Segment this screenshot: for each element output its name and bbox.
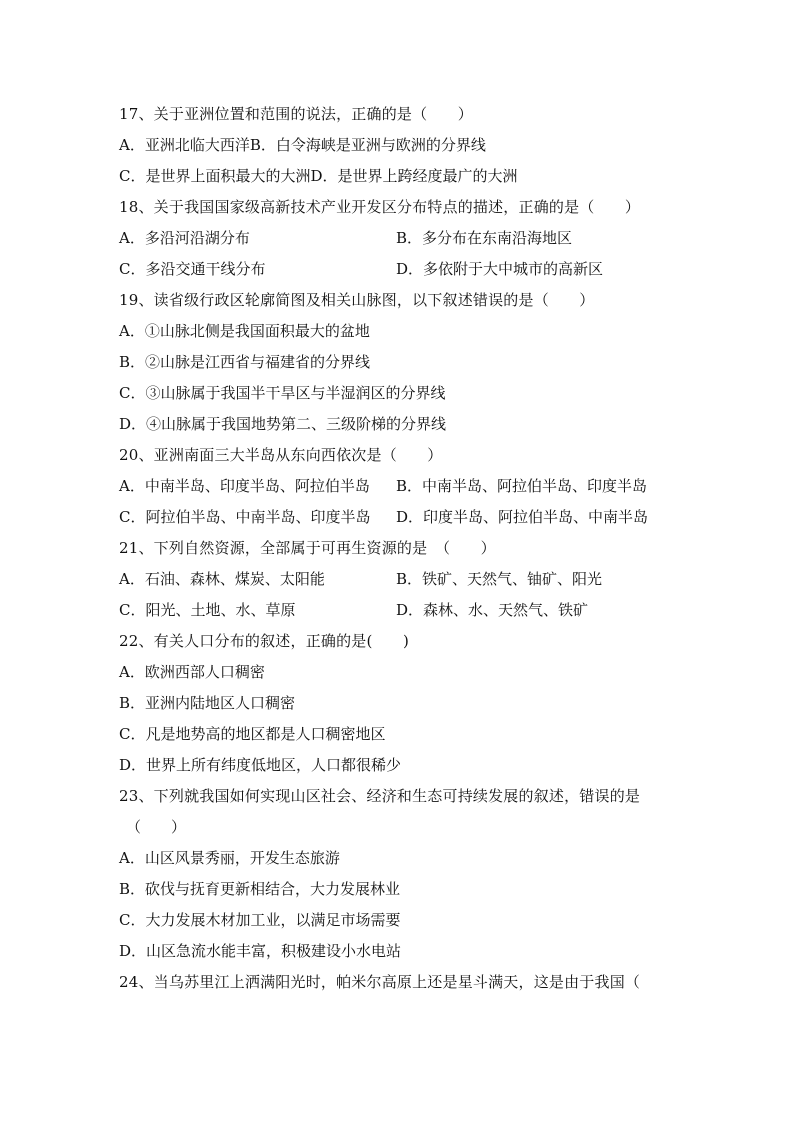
answer-option: C．③山脉属于我国半干旱区与半湿润区的分界线 <box>119 384 446 402</box>
option-row <box>119 874 679 905</box>
option-row <box>119 843 679 874</box>
answer-option: A．①山脉北侧是我国面积最大的盆地 <box>119 322 370 340</box>
question-stem: 23、下列就我国如何实现山区社会、经济和生态可持续发展的叙述，错误的是 <box>119 787 641 805</box>
answer-option: A．亚洲北临大西洋B．白令海峡是亚洲与欧洲的分界线 <box>119 136 486 154</box>
option-row <box>119 471 679 502</box>
answer-option: B．②山脉是江西省与福建省的分界线 <box>119 353 371 371</box>
answer-option: C．阿拉伯半岛、中南半岛、印度半岛 <box>119 508 371 526</box>
question-stem-continuation: （ ） <box>126 818 187 836</box>
answer-option: D．④山脉属于我国地势第二、三级阶梯的分界线 <box>119 415 447 433</box>
option-row <box>119 130 679 161</box>
answer-option: B．中南半岛、阿拉伯半岛、印度半岛 <box>396 477 648 495</box>
option-row <box>119 378 679 409</box>
option-row <box>119 936 679 967</box>
option-row <box>119 657 679 688</box>
option-row <box>119 564 679 595</box>
option-row <box>119 595 679 626</box>
option-row <box>119 750 679 781</box>
option-row <box>119 347 679 378</box>
answer-option: A．山区风景秀丽，开发生态旅游 <box>119 849 340 867</box>
answer-option: D．印度半岛、阿拉伯半岛、中南半岛 <box>396 508 649 526</box>
answer-option: B．铁矿、天然气、铀矿、阳光 <box>396 570 603 588</box>
answer-option: D．世界上所有纬度低地区，人口都很稀少 <box>119 756 402 774</box>
answer-option: C．是世界上面积最大的大洲D．是世界上跨经度最广的大洲 <box>119 167 518 185</box>
answer-option: A．多沿河沿湖分布 <box>119 229 250 247</box>
option-row <box>119 316 679 347</box>
question-list <box>119 99 679 998</box>
answer-option: B．亚洲内陆地区人口稠密 <box>119 694 296 712</box>
answer-option: D．山区急流水能丰富，积极建设小水电站 <box>119 942 402 960</box>
answer-option: B．多分布在东南沿海地区 <box>396 229 573 247</box>
option-row <box>119 688 679 719</box>
question-stem: 22、有关人口分布的叙述，正确的是( ) <box>119 632 409 650</box>
option-row <box>119 409 679 440</box>
option-row <box>119 502 679 533</box>
answer-option: D．多依附于大中城市的高新区 <box>396 260 604 278</box>
option-row <box>119 905 679 936</box>
answer-option: C．大力发展木材加工业，以满足市场需要 <box>119 911 401 929</box>
answer-option: D．森林、水、天然气、铁矿 <box>396 601 589 619</box>
option-row <box>119 223 679 254</box>
question-stem: 19、读省级行政区轮廓简图及相关山脉图，以下叙述错误的是（ ） <box>119 291 595 309</box>
option-row <box>119 254 679 285</box>
answer-option: C．阳光、土地、水、草原 <box>119 601 296 619</box>
answer-option: B．砍伐与抚育更新相结合，大力发展林业 <box>119 880 401 898</box>
answer-option: C．凡是地势高的地区都是人口稠密地区 <box>119 725 386 743</box>
question-stem: 21、下列自然资源，全部属于可再生资源的是 （ ） <box>119 539 496 557</box>
answer-option: A．欧洲西部人口稠密 <box>119 663 265 681</box>
question-stem: 24、当乌苏里江上洒满阳光时，帕米尔高原上还是星斗满天，这是由于我国（ <box>119 973 641 991</box>
answer-option: C．多沿交通干线分布 <box>119 260 266 278</box>
answer-option: A．石油、森林、煤炭、太阳能 <box>119 570 325 588</box>
question-stem: 20、亚洲南面三大半岛从东向西依次是（ ） <box>119 446 443 464</box>
option-row <box>119 161 679 192</box>
option-row <box>119 719 679 750</box>
answer-option: A．中南半岛、印度半岛、阿拉伯半岛 <box>119 477 370 495</box>
question-stem: 17、关于亚洲位置和范围的说法，正确的是（ ） <box>119 105 473 123</box>
question-stem: 18、关于我国国家级高新技术产业开发区分布特点的描述，正确的是（ ） <box>119 198 641 216</box>
